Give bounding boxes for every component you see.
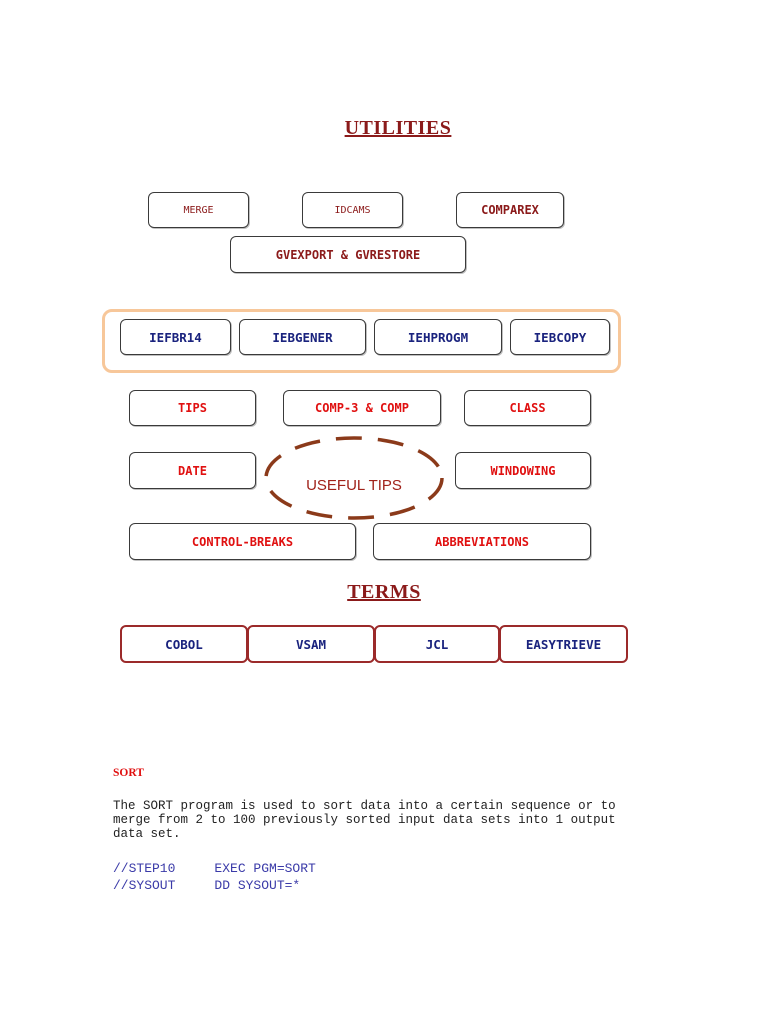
cobol-button[interactable]: COBOL xyxy=(120,625,248,663)
control-breaks-button[interactable]: CONTROL-BREAKS xyxy=(129,523,356,560)
useful-tips-label: USEFUL TIPS xyxy=(306,477,402,494)
iebcopy-button[interactable]: IEBCOPY xyxy=(510,319,610,355)
terms-heading: TERMS xyxy=(347,581,421,603)
easytrieve-button[interactable]: EASYTRIEVE xyxy=(499,625,628,663)
sort-description: The SORT program is used to sort data into a certain sequence or to merge from 2 to 100 previously sorted input data sets into 1 output data set. xyxy=(113,799,616,841)
date-button[interactable]: DATE xyxy=(129,452,256,489)
tips-button[interactable]: TIPS xyxy=(129,390,256,426)
idcams-button[interactable]: IDCAMS xyxy=(302,192,403,228)
class-button[interactable]: CLASS xyxy=(464,390,591,426)
merge-button[interactable]: MERGE xyxy=(148,192,249,228)
utilities-heading: UTILITIES xyxy=(344,117,452,139)
sort-section-title: SORT xyxy=(113,767,144,779)
sort-jcl-code: //STEP10 EXEC PGM=SORT //SYSOUT DD SYSOUT=* xyxy=(113,861,316,893)
comp3-comp-button[interactable]: COMP-3 & COMP xyxy=(283,390,441,426)
vsam-button[interactable]: VSAM xyxy=(247,625,375,663)
comparex-button[interactable]: COMPAREX xyxy=(456,192,564,228)
windowing-button[interactable]: WINDOWING xyxy=(455,452,591,489)
iebgener-button[interactable]: IEBGENER xyxy=(239,319,366,355)
jcl-button[interactable]: JCL xyxy=(374,625,500,663)
iefbr14-button[interactable]: IEFBR14 xyxy=(120,319,231,355)
gvexport-gvrestore-button[interactable]: GVEXPORT & GVRESTORE xyxy=(230,236,466,273)
iehprogm-button[interactable]: IEHPROGM xyxy=(374,319,502,355)
abbreviations-button[interactable]: ABBREVIATIONS xyxy=(373,523,591,560)
